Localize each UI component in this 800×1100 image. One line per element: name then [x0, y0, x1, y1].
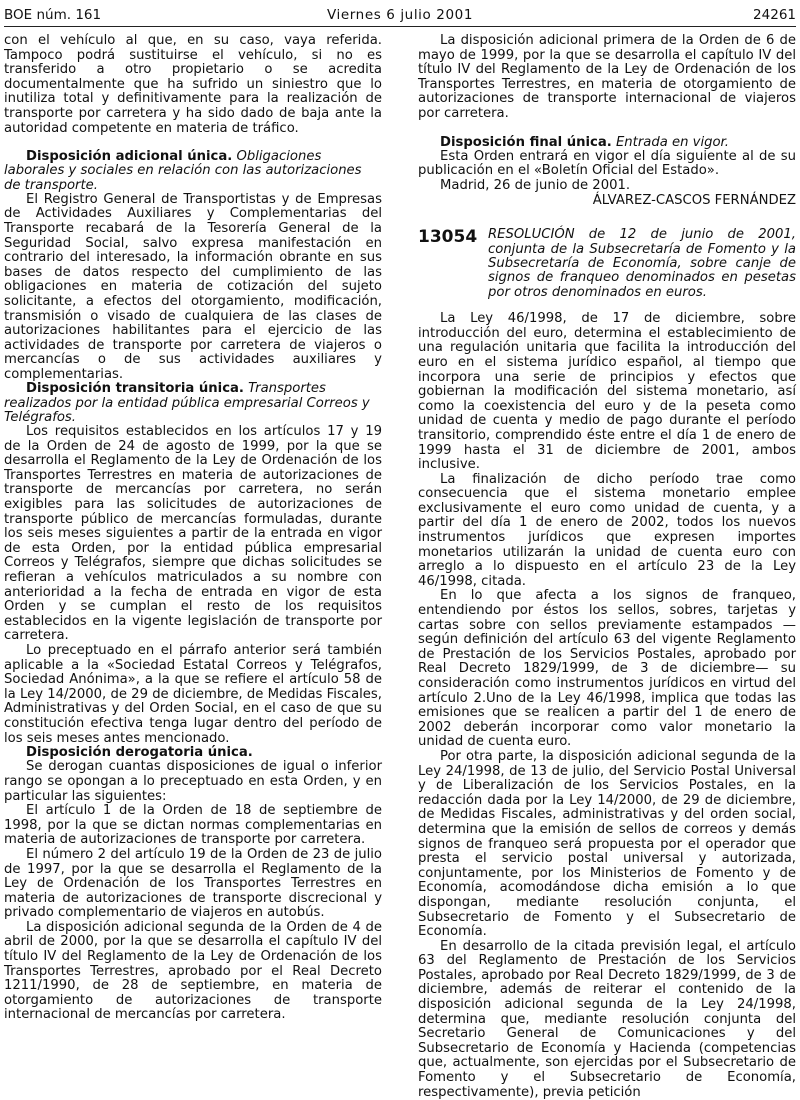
section-heading: [4, 382, 382, 425]
resolution-number: 13054: [418, 227, 478, 248]
paragraph: La disposición adicional primera de la Orden de 6 de mayo de 1999, por la que se desarrolla el capítulo IV del título IV del Reglamento de la Ley de Ordenación de los Transportes Terrestres, en materia de otorgamiento de autorizaciones de transporte internacional de viajeros por carretera.: [418, 33, 796, 121]
paragraph: La Ley 46/1998, de 17 de diciembre, sobre introducción del euro, determina el establecimiento de una regulación unitaria que facilita la introducción del euro en el sistema jurídico español, al tiempo que incorpora una serie de principios y efectos que gobiernan la modificación del sistema monetario, así como la coexistencia del euro y de la peseta como unidad de cuenta y medio de pago durante el período transitorio, comprendido éste entre el día 1 de enero de 1999 hasta el 31 de diciembre de 2001, ambos inclusive.: [418, 311, 796, 473]
header-journal-number: BOE núm. 161: [4, 7, 102, 23]
right-column: [418, 34, 796, 1100]
header-page-number: 24261: [753, 7, 796, 23]
paragraph: La finalización de dicho período trae como consecuencia que el sistema monetario emplee exclusivamente el euro como unidad de cuenta, y a partir del día 1 de enero de 2002, todos los nuevos instrumentos jurídicos que expresen importes monetarios utilizarán la unidad de cuenta euro con arreglo a lo dispuesto en el artículo 23 de la Ley 46/1998, citada.: [418, 471, 796, 589]
resolution-heading: [418, 228, 796, 300]
paragraph: El número 2 del artículo 19 de la Orden de 23 de julio de 1997, por la que se desarrolla el Reglamento de la Ley de Ordenación de los Transportes Terrestres en materia de autorizaciones de transporte discrecional y privado complementario de viajeros en autobús.: [4, 846, 382, 921]
paragraph: Los requisitos establecidos en los artículos 17 y 19 de la Orden de 24 de agosto de 1999, por la que se desarrolla el Reglamento de la Ley de Ordenación de los Transportes Terrestres en materia de autorizaciones de transporte de mercancías por carretera, no serán exigibles para las solicitudes de autorizaciones de transporte público de mercancías formuladas, durante los seis meses siguientes a partir de la entrada en vigor de esta Orden, por la entidad pública empresarial Correos y Telégrafos, siempre que dichas solicitudes se refieran a vehículos matriculados a su nombre con anterioridad a la fecha de entrada en vigor de esta Orden y se cumplan el resto de los requisitos establecidos en la vigente legislación de transporte por carretera.: [4, 424, 382, 644]
signature: ÁLVAREZ-CASCOS FERNÁNDEZ: [592, 192, 796, 208]
paragraph: Esta Orden entrará en vigor el día siguiente al de su publicación en el «Boletín Oficial del Estado».: [418, 148, 796, 179]
section-heading-subtitle: Transportes realizados por la entidad pública empresarial Correos y Telégrafos.: [4, 381, 370, 425]
place-date: Madrid, 26 de junio de 2001.: [440, 177, 631, 193]
left-column: [4, 34, 382, 1023]
section-heading: [4, 150, 382, 193]
paragraph: con el vehículo al que, en su caso, vaya referida. Tampoco podrá sustituirse el vehículo, si no es transferido a otro propietario o se acredita documentalmente que ha sufrido un siniestro que lo inutiliza total y definitivamente para la realización de transporte por carretera y ha sido dado de baja ante la autoridad competente en materia de tráfico.: [4, 33, 382, 136]
section-heading-subtitle: Obligaciones laborales y sociales en relación con las autorizaciones de transporte.: [4, 149, 362, 193]
paragraph: El Registro General de Transportistas y de Empresas de Actividades Auxiliares y Complementarias del Transporte recabará de la Tesorería General de la Seguridad Social, salvo expresa manifestación en contrario del interesado, la información obrante en sus bases de datos respecto del cumplimiento de las obligaciones en materia de cotización del sujeto solicitante, a efectos del otorgamiento, modificación, transmisión o visado de cualquiera de las clases de autorizaciones habilitantes para el ejercicio de las actividades de transporte por carretera de viajeros o mercancías o de sus actividades auxiliares y complementarias.: [4, 191, 382, 382]
paragraph: En lo que afecta a los signos de franqueo, entendiendo por éstos los sellos, sobres, tarjetas y cartas sobre con sellos previamente estampados —según definición del artículo 63 del vigente Reglamento de Prestación de los Servicios Postales, aprobado por Real Decreto 1829/1999, de 3 de diciembre— su consideración como instrumentos jurídicos en virtud del artículo 2.Uno de la Ley 46/1998, implica que todas las emisiones que se realicen a partir del 1 de enero de 2002 deberán incorporar como valor monetario la unidad de cuenta euro.: [418, 588, 796, 750]
section-heading: [4, 746, 382, 760]
paragraph: En desarrollo de la citada previsión legal, el artículo 63 del Reglamento de Prestación de los Servicios Postales, aprobado por Real Decreto 1829/1999, de 3 de diciembre, además de reiterar el contenido de la disposición adicional segunda de la Ley 24/1998, determina que, mediante resolución conjunta del Secretario General de Comunicaciones y del Subsecretario de Economía y Hacienda (competencias que, actualmente, son ejercidas por el Subsecretario de Fomento y el Subsecretario de Economía, respectivamente), previa petición: [418, 938, 796, 1100]
paragraph: Por otra parte, la disposición adicional segunda de la Ley 24/1998, de 13 de julio, del Servicio Postal Universal y de Liberalización de los Servicios Postales, en la redacción dada por la Ley 14/2000, de 29 de diciembre, de Medidas Fiscales, administrativas y del orden social, determina que la emisión de sellos de correos y demás signos de franqueo será propuesta por el operador que presta el servicio postal universal y autorizada, conjuntamente, por los Ministerios de Fomento y de Economía, acomodándose dicha emisión a lo que dispongan, mediante resolución conjunta, el Subsecretario de Fomento y el Subsecretario de Economía.: [418, 748, 796, 940]
section-heading: [418, 136, 796, 150]
paragraph: El artículo 1 de la Orden de 18 de septiembre de 1998, por la que se dictan normas complementarias en materia de autorizaciones de transporte por carretera.: [4, 803, 382, 848]
section-heading-label: Disposición final única.: [440, 134, 612, 150]
resolution-title: RESOLUCIÓN de 12 de junio de 2001, conjunta de la Subsecretaría de Fomento y la Subsecretaría de Economía, sobre canje de signos de franqueo denominados en pesetas por otros denominados en euros.: [488, 227, 796, 300]
paragraph: Se derogan cuantas disposiciones de igual o inferior rango se opongan a lo preceptuado en esta Orden, y en particular las siguientes:: [4, 759, 382, 804]
section-heading-label: Disposición derogatoria única.: [26, 745, 253, 761]
section-heading-label: Disposición adicional única.: [26, 149, 233, 165]
header-date: Viernes 6 julio 2001: [326, 7, 474, 23]
section-heading-subtitle: Entrada en vigor.: [615, 134, 729, 150]
section-heading-label: Disposición transitoria única.: [26, 381, 244, 397]
page-header: [4, 4, 796, 27]
paragraph: Lo preceptuado en el párrafo anterior será también aplicable a la «Sociedad Estatal Correos y Telégrafos, Sociedad Anónima», a la que se refiere el artículo 58 de la Ley 14/2000, de 29 de diciembre, de Medidas Fiscales, Administrativas y del Orden Social, en el caso de que su constitución efectiva tenga lugar dentro del período de los seis meses antes mencionado.: [4, 643, 382, 746]
paragraph: La disposición adicional segunda de la Orden de 4 de abril de 2000, por la que se desarrolla el capítulo IV del título IV del Reglamento de la Ley de Ordenación de los Transportes Terrestres, aprobado por el Real Decreto 1211/1990, de 28 de septiembre, en materia de otorgamiento de autorizaciones de transporte internacional de mercancías por carretera.: [4, 919, 382, 1023]
